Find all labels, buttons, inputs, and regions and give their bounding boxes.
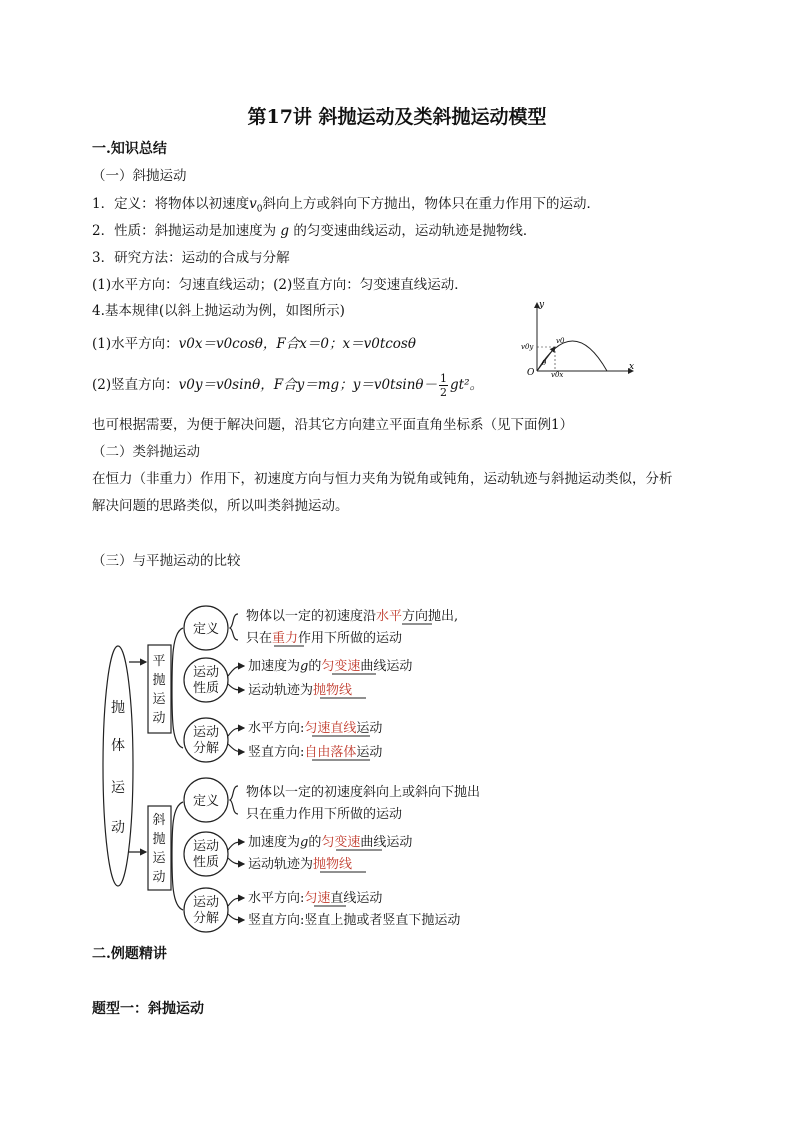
xie-def-line1: 物体以一定的初速度斜向上或斜向下抛出 — [246, 785, 481, 800]
type-heading-oblique: 题型一：斜抛运动 — [92, 1001, 204, 1017]
page-title: 第17讲 斜抛运动及类斜抛运动模型 — [247, 106, 547, 128]
root-ellipse — [103, 646, 133, 886]
ping-nature-text-2: 性质 — [192, 681, 220, 696]
ping-dec-line1: 水平方向:匀速直线运动 — [248, 721, 383, 736]
method-line: 3．研究方法：运动的合成与分解 — [92, 250, 290, 266]
ping-def-text: 定义 — [192, 622, 220, 637]
subheading-oblique: （一）斜抛运动 — [92, 168, 187, 184]
ping-nature-line1: 加速度为g的匀变速曲线运动 — [248, 659, 413, 674]
ping-def-line2: 只在重力作用下所做的运动 — [246, 631, 403, 646]
ping-label-3: 运 — [152, 692, 166, 707]
concept-map — [95, 595, 535, 940]
root-char-3: 运 — [111, 780, 125, 796]
definition-line: 1．定义：将物体以初速度$v_0$斜向上方或斜向下方抛出，物体只在重力作用下的运动． — [92, 196, 600, 215]
xie-dec-line1: 水平方向:匀速直线运动 — [248, 891, 383, 906]
root-char-1: 抛 — [111, 700, 125, 716]
horizontal-law: (1)水平方向：v0x＝v0cosθ，F合x＝0；x＝v0tcosθ — [92, 336, 416, 352]
xie-def-line2: 只在重力作用下所做的运动 — [246, 807, 403, 822]
quasi-paragraph-line2: 解决问题的思路类似，所以叫类斜抛运动。 — [92, 498, 349, 514]
xie-dec-text-2: 分解 — [192, 911, 220, 926]
xie-dec-text-1: 运动 — [192, 895, 220, 910]
xie-nature-line1: 加速度为g的匀变速曲线运动 — [248, 835, 413, 850]
v0y-label: v0y — [521, 343, 534, 351]
ping-nature-line2: 运动轨迹为抛物线 — [248, 683, 353, 698]
xie-label-4: 动 — [152, 870, 166, 885]
property-line: 2．性质：斜抛运动是加速度为 g 的匀变速曲线运动，运动轨迹是抛物线． — [92, 223, 537, 239]
ping-dec-text-2: 分解 — [192, 741, 220, 756]
theta-label: θ — [542, 359, 547, 367]
ping-dec-line2: 竖直方向:自由落体运动 — [248, 745, 383, 760]
motion-types-line: (1)水平方向：匀速直线运动；(2)竖直方向：匀变速直线运动． — [92, 277, 468, 293]
y-axis-label: y — [539, 300, 545, 310]
root-char-4: 动 — [111, 820, 125, 836]
ping-label-2: 抛 — [152, 673, 166, 688]
root-char-2: 体 — [111, 738, 125, 754]
note-line: 也可根据需要，为便于解决问题，沿其它方向建立平面直角坐标系（见下面例1） — [92, 417, 574, 433]
xie-nature-text-1: 运动 — [192, 839, 220, 854]
ping-label-4: 动 — [152, 711, 166, 726]
xie-nature-line2: 运动轨迹为抛物线 — [248, 857, 353, 872]
ping-def-line1: 物体以一定的初速度沿水平方向抛出, — [246, 609, 459, 624]
v0x-label: v0x — [551, 371, 564, 377]
ping-label-1: 平 — [152, 654, 166, 669]
subheading-quasi-oblique: （二）类斜抛运动 — [92, 444, 200, 460]
xie-label-3: 运 — [152, 851, 166, 866]
vertical-law: (2)竖直方向：v0y＝v0sinθ，F合y＝mg；y＝v0tsinθ－ $\frac{1}{2}$ gt²。 — [92, 372, 484, 399]
trajectory-graph — [515, 295, 640, 377]
xie-nature-text-2: 性质 — [192, 855, 220, 870]
basic-laws-line: 4.基本规律(以斜上抛运动为例，如图所示) — [92, 303, 345, 319]
origin-label: O — [527, 368, 535, 377]
ping-nature-text-1: 运动 — [192, 665, 220, 680]
xie-label-2: 抛 — [152, 832, 166, 847]
parabola-curve — [537, 341, 607, 371]
subheading-comparison: （三）与平抛运动的比较 — [92, 553, 241, 569]
xie-label-1: 斜 — [152, 813, 166, 828]
quasi-paragraph-line1: 在恒力（非重力）作用下，初速度方向与恒力夹角为锐角或钝角，运动轨迹与斜抛运动类似，分析 — [92, 471, 673, 487]
x-axis-label: x — [629, 362, 635, 372]
section-heading-examples: 二.例题精讲 — [92, 946, 167, 962]
ping-dec-text-1: 运动 — [192, 725, 220, 740]
section-heading-knowledge: 一.知识总结 — [92, 141, 167, 157]
v0-label: v0 — [556, 337, 565, 345]
xie-dec-line2: 竖直方向:竖直上抛或者竖直下抛运动 — [248, 913, 461, 928]
xie-def-text: 定义 — [192, 794, 220, 809]
